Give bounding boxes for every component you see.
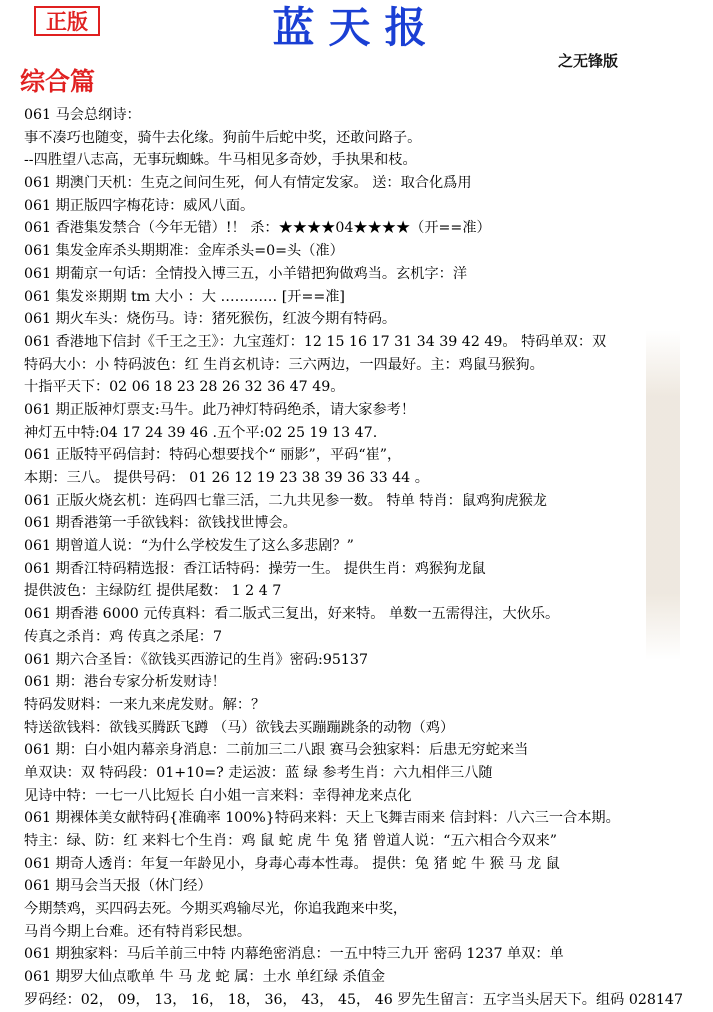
text-line: 061 期裸体美女献特码{准确率 100%}特码来料：天上飞舞吉雨来 信封料：八六三一合本期。 [24,810,620,827]
text-line: 061 期葡京一句话：全情投入博三五，小羊错把狗做鸡当。玄机字：洋 [24,265,468,282]
edition-subtitle: 之无锋版 [558,52,619,70]
text-line: 061 期独家料：马后羊前三中特 内幕绝密消息：一五中特三九开 密码 1237 单双：单 [24,946,564,963]
text-line: 本期：三八。 提供号码： 01 26 12 19 23 38 39 36 33 44 。 [24,470,429,486]
text-line: 特送欲钱料：欲钱买腾跃飞蹲 （马）欲钱去买蹦蹦跳条的动物（鸡） [24,719,455,736]
text-line: 061 马会总纲诗： [24,107,141,123]
text-line: 061 期正版四字梅花诗：威风八面。 [24,197,255,214]
text-line: 提供波色：主绿防红 提供尾数： 1 2 4 7 [24,583,282,600]
text-line: 单双诀：双 特码段：01+10=? 走运波：蓝 绿 参考生肖：六九相伴三八随 [24,764,493,781]
genuine-edition-badge: 正版 [34,6,100,36]
text-line: 061 期六合圣旨：《欲钱买西游记的生肖》密码:95137 [24,651,368,668]
section-heading: 综合篇 [20,67,96,96]
text-line: 见诗中特：一七一八比短长 白小姐一言来料：幸得神龙来点化 [24,787,412,804]
text-line: 特码发财料：一来九来虎发财。解：？ [24,696,266,713]
text-line: 061 期罗大仙点歌单 牛 马 龙 蛇 属：土水 单红绿 杀值金 [24,969,386,986]
page-title: 蓝天报 [272,3,441,52]
text-line: 特主：绿、防：红 来料七个生肖：鸡 鼠 蛇 虎 牛 兔 猪 曾道人说：“五六相合今双来” [24,833,557,849]
text-line: 061 集发※期期 tm 大小 ：大 ………… [开==准] [24,288,345,305]
text-line: 马肖今期上台难。还有特肖彩民想。 [24,923,252,940]
text-line: 061 期正版神灯票支:马牛。此乃神灯特码绝杀，请大家参考！ [24,401,416,418]
text-line: 061 期：白小姐内幕亲身消息：二前加三二八跟 赛马会独家料：后患无穷蛇来当 [24,742,529,759]
text-line: 今期禁鸡，买四码去死。今期买鸡输尽光，你追我跑来中奖， [24,901,408,918]
text-line: 061 正版特平码信封：特码心想要找个“ 丽影”，平码“崔”， [24,447,402,464]
text-line: 事不凑巧也随变，骑牛去化缘。狗前牛后蛇中奖，还敢问路子。 [24,129,422,146]
text-line: 061 期澳门天机：生克之间问生死，何人有情定发家。 送：取合化爲用 [24,175,472,192]
text-line: 神灯五中特:04 17 24 39 46 .五个平:02 25 19 13 47. [24,424,378,441]
text-line: 061 期曾道人说：“为什么学校发生了这么多悲剧？” [24,538,354,555]
text-line: 十指平天下：02 06 18 23 28 26 32 36 47 49。 [24,379,345,396]
text-line: 061 期奇人透肖：年复一年龄见小，身毒心毒本性毒。 提供：兔 猪 蛇 牛 猴 马 龙 鼠 [24,855,560,872]
text-line: 061 期香港 6000 元传真料：看二版式三复出，好来特。 单数一五需得注，大伙乐。 [24,606,560,623]
text-line: 061 集发金库杀头期期准：金库杀头=0=头（准） [24,243,344,260]
text-line: 061 期香港第一手欲钱料：欲钱找世博会。 [24,515,297,532]
article-body [24,104,710,1012]
text-line: 061 香港地下信封《千王之王》：九宝莲灯：12 15 16 17 31 34 39 42 49。 特码单双：双 [24,333,607,350]
text-line: 061 期香江特码精选报：香江话特码：操劳一生。 提供生肖：鸡猴狗龙鼠 [24,560,486,577]
text-line: 061 期火车头：烧伤马。诗：猪死猴伤，红波今期有特码。 [24,311,397,328]
text-line: 061 期马会当天报（休门经） [24,878,212,895]
text-line: 061 期：港台专家分析发财诗！ [24,674,226,691]
text-line: 传真之杀肖：鸡 传真之杀尾：7 [24,628,222,645]
text-line: 061 香港集发禁合（今年无错）!！ 杀：★★★★04★★★★（开==准） [24,220,491,237]
text-line: 061 正版火烧玄机：连码四七靠三活，二九共见参一数。 特单 特肖：鼠鸡狗虎猴龙 [24,492,547,509]
text-line: --四胜望八志高，无事玩蜘蛛。牛马相见多奇妙，手执果和枝。 [24,152,417,169]
text-line: 罗码经：02， 09， 13， 16， 18， 36， 43， 45， 46 罗先生留言：五字当头居天下。组码 028147 [24,991,683,1008]
text-line: 特码大小：小 特码波色：红 生肖玄机诗：三六两边，一四最好。主：鸡鼠马猴狗。 [24,356,544,373]
